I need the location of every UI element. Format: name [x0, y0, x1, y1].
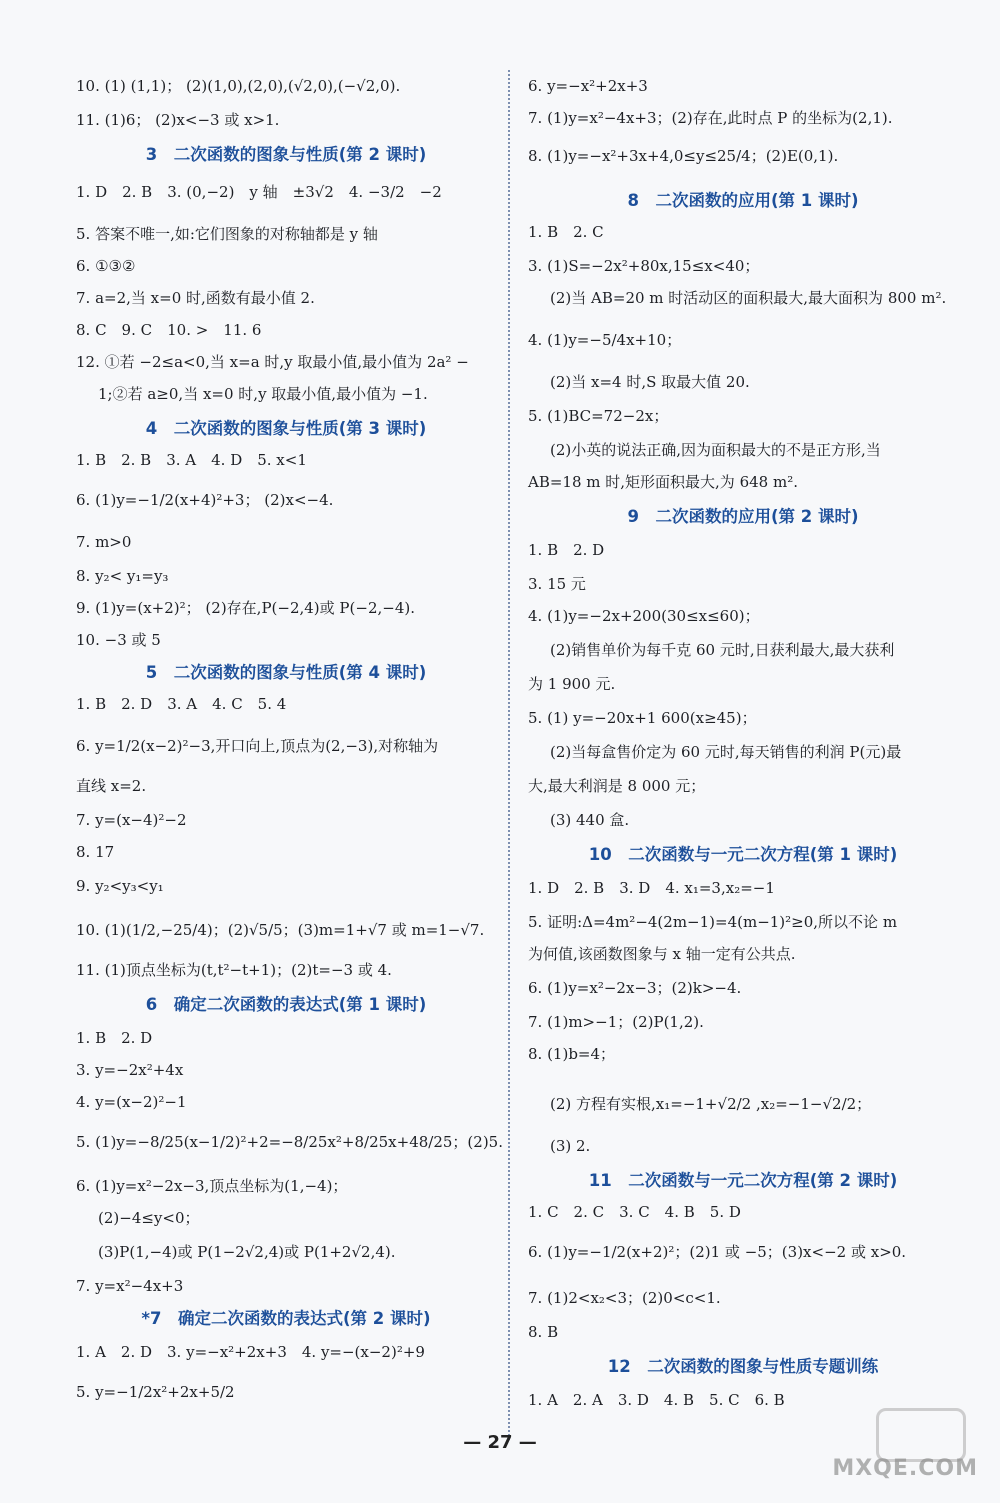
- answer-line: 1. B 2. B 3. A 4. D 5. x<1: [76, 451, 307, 469]
- answer-line: (2)−4≤y<0；: [98, 1209, 200, 1227]
- section-heading: 12 二次函数的图象与性质专题训练: [607, 1357, 879, 1376]
- answer-line: 3. 15 元: [528, 575, 586, 593]
- answer-line: 6. ①③②: [76, 257, 136, 275]
- answer-line: 6. (1)y=−1/2(x+4)²+3； (2)x<−4.: [76, 491, 334, 509]
- answer-line: 1. D 2. B 3. D 4. x₁=3,x₂=−1: [528, 879, 775, 897]
- section-heading: 5 二次函数的图象与性质(第 4 课时): [145, 663, 427, 682]
- answer-line: 8. (1)y=−x²+3x+4,0≤y≤25/4；(2)E(0,1).: [528, 147, 839, 165]
- answer-line: 4. (1)y=−2x+200(30≤x≤60)；: [528, 607, 760, 625]
- answer-line: 直线 x=2.: [76, 777, 147, 795]
- answer-line: 1. D 2. B 3. (0,−2) y 轴 ±3√2 4. −3/2 −2: [76, 183, 442, 201]
- section-heading: 11 二次函数与一元二次方程(第 2 课时): [588, 1171, 898, 1190]
- answer-line: 1. A 2. A 3. D 4. B 5. C 6. B: [528, 1391, 785, 1409]
- answer-line: 4. (1)y=−5/4x+10；: [528, 331, 682, 349]
- answer-line: (3) 440 盒.: [550, 811, 630, 829]
- answer-line: 为何值,该函数图象与 x 轴一定有公共点.: [528, 945, 796, 963]
- section-heading: *7 确定二次函数的表达式(第 2 课时): [141, 1309, 431, 1328]
- answer-line: 8. (1)b=4；: [528, 1045, 616, 1063]
- column-divider: [508, 70, 510, 1440]
- answer-line: (2)小英的说法正确,因为面积最大的不是正方形,当: [550, 441, 881, 459]
- answer-line: 1. B 2. D: [528, 541, 605, 559]
- answer-line: 8. 17: [76, 843, 115, 861]
- answer-line: 1. B 2. D 3. A 4. C 5. 4: [76, 695, 287, 713]
- answer-line: 1. B 2. C: [528, 223, 604, 241]
- answer-line: (2) 方程有实根,x₁=−1+√2/2 ,x₂=−1−√2/2；: [550, 1095, 872, 1113]
- page-number: — 27 —: [463, 1432, 537, 1453]
- answer-line: (3)P(1,−4)或 P(1−2√2,4)或 P(1+2√2,4).: [98, 1243, 396, 1261]
- answer-line: 10. (1)(1/2,−25/4)；(2)√5/5；(3)m=1+√7 或 m=1−√7.: [76, 921, 485, 939]
- answer-line: AB=18 m 时,矩形面积最大,为 648 m².: [528, 473, 798, 491]
- answer-line: (2)当 AB=20 m 时活动区的面积最大,最大面积为 800 m².: [550, 289, 947, 307]
- answer-line: 11. (1)6； (2)x<−3 或 x>1.: [76, 111, 280, 129]
- answer-line: 9. (1)y=(x+2)²； (2)存在,P(−2,4)或 P(−2,−4).: [76, 599, 415, 617]
- answer-line: 6. y=−x²+2x+3: [528, 77, 648, 95]
- answer-line: 8. y₂< y₁=y₃: [76, 567, 169, 585]
- answer-line: (2)销售单价为每千克 60 元时,日获利最大,最大获利: [550, 641, 895, 659]
- answer-line: 7. (1)2<x₂<3；(2)0<c<1.: [528, 1289, 721, 1307]
- answer-line: 7. m>0: [76, 533, 132, 551]
- answer-line: 1. A 2. D 3. y=−x²+2x+3 4. y=−(x−2)²+9: [76, 1343, 425, 1361]
- watermark-seal-icon: [876, 1408, 966, 1462]
- answer-line: 10. (1) (1,1)； (2)(1,0),(2,0),(√2,0),(−√2,0).: [76, 77, 401, 95]
- answer-line: 3. (1)S=−2x²+80x,15≤x<40；: [528, 257, 760, 275]
- answer-line: 12. ①若 −2≤a<0,当 x=a 时,y 取最小值,最小值为 2a² −: [76, 353, 469, 371]
- section-heading: 9 二次函数的应用(第 2 课时): [627, 507, 859, 526]
- answer-line: 6. y=1/2(x−2)²−3,开口向上,顶点为(2,−3),对称轴为: [76, 737, 439, 755]
- answer-line: 9. y₂<y₃<y₁: [76, 877, 164, 895]
- answer-line: 1. B 2. D: [76, 1029, 153, 1047]
- answer-line: 8. C 9. C 10. > 11. 6: [76, 321, 262, 339]
- answer-line: 7. (1)y=x²−4x+3；(2)存在,此时点 P 的坐标为(2,1).: [528, 109, 893, 127]
- section-heading: 10 二次函数与一元二次方程(第 1 课时): [588, 845, 898, 864]
- answer-line: 7. y=(x−4)²−2: [76, 811, 187, 829]
- section-heading: 3 二次函数的图象与性质(第 2 课时): [145, 145, 427, 164]
- section-heading: 6 确定二次函数的表达式(第 1 课时): [145, 995, 427, 1014]
- answer-line: 3. y=−2x²+4x: [76, 1061, 184, 1079]
- watermark-text: MXQE.COM: [832, 1456, 978, 1481]
- answer-line: 11. (1)顶点坐标为(t,t²−t+1)；(2)t=−3 或 4.: [76, 961, 392, 979]
- answer-line: 7. (1)m>−1；(2)P(1,2).: [528, 1013, 704, 1031]
- answer-line: 1. C 2. C 3. C 4. B 5. D: [528, 1203, 741, 1221]
- answer-line: 5. 证明:Δ=4m²−4(2m−1)=4(m−1)²≥0,所以不论 m: [528, 913, 898, 931]
- answer-line: (2)当 x=4 时,S 取最大值 20.: [550, 373, 750, 391]
- answer-line: 6. (1)y=−1/2(x+2)²；(2)1 或 −5；(3)x<−2 或 x>0.: [528, 1243, 907, 1261]
- answer-line: 5. (1) y=−20x+1 600(x≥45)；: [528, 709, 757, 727]
- answer-line: 5. (1)BC=72−2x；: [528, 407, 669, 425]
- answer-line: 6. (1)y=x²−2x−3；(2)k>−4.: [528, 979, 742, 997]
- answer-line: 6. (1)y=x²−2x−3,顶点坐标为(1,−4)；: [76, 1177, 348, 1195]
- answer-line: 1;②若 a≥0,当 x=0 时,y 取最小值,最小值为 −1.: [98, 385, 428, 403]
- section-heading: 4 二次函数的图象与性质(第 3 课时): [145, 419, 427, 438]
- answer-line: 4. y=(x−2)²−1: [76, 1093, 187, 1111]
- answer-line: 5. (1)y=−8/25(x−1/2)²+2=−8/25x²+8/25x+48/25；(2)5.: [76, 1133, 503, 1151]
- answer-line: 7. y=x²−4x+3: [76, 1277, 184, 1295]
- answer-line: (3) 2.: [550, 1137, 591, 1155]
- answer-line: 8. B: [528, 1323, 559, 1341]
- answer-line: 10. −3 或 5: [76, 631, 161, 649]
- answer-line: 5. y=−1/2x²+2x+5/2: [76, 1383, 235, 1401]
- answer-line: 为 1 900 元.: [528, 675, 616, 693]
- answer-line: (2)当每盒售价定为 60 元时,每天销售的利润 P(元)最: [550, 743, 902, 761]
- answer-line: 7. a=2,当 x=0 时,函数有最小值 2.: [76, 289, 315, 307]
- answer-line: 5. 答案不唯一,如:它们图象的对称轴都是 y 轴: [76, 225, 378, 243]
- answer-line: 大,最大利润是 8 000 元；: [528, 777, 706, 795]
- section-heading: 8 二次函数的应用(第 1 课时): [627, 191, 859, 210]
